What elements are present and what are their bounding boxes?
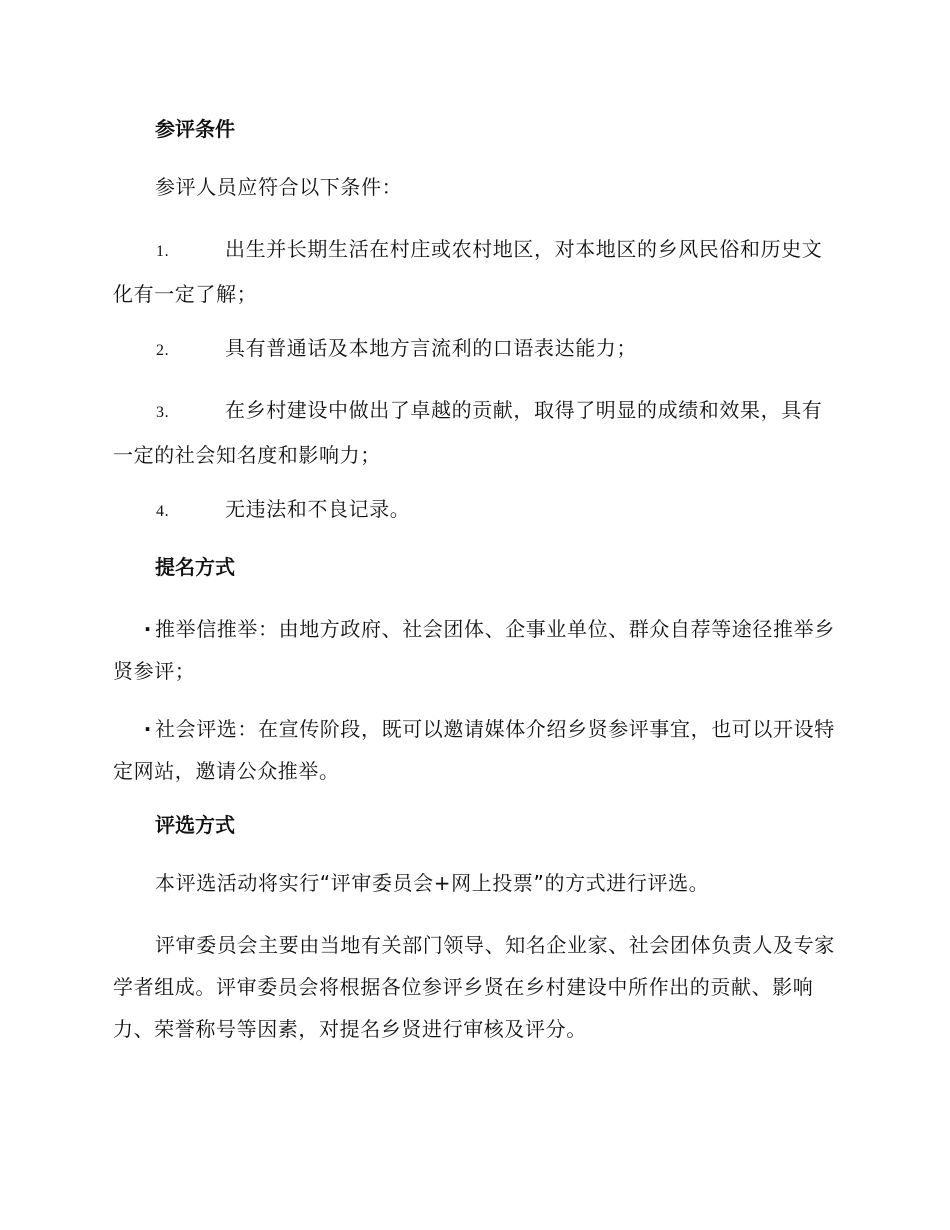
selection-paragraph-2: 评审委员会主要由当地有关部门领导、知名企业家、社会团体负责人及专家学者组成。评审委员会将根据各位参评乡贤在乡村建设中所作出的贡献、影响力、荣誉称号等因素，对提名乡贤进行审核及评分。 (113, 933, 835, 1041)
eligibility-item-4 (113, 492, 837, 526)
document-content (113, 112, 837, 1066)
bullet-item-text: 推举信推举：由地方政府、社会团体、企事业单位、群众自荐等途径推举乡贤参评； (113, 617, 835, 683)
eligibility-item-1 (113, 228, 837, 315)
bullet-item-text: 社会评选：在宣传阶段，既可以邀请媒体介绍乡贤参评事宜，也可以开设特定网站，邀请公众推举。 (113, 717, 835, 783)
list-item-text: 具有普通话及本地方言流利的口语表达能力； (225, 336, 637, 360)
nomination-item-2 (113, 708, 837, 792)
list-number: 1. (156, 243, 170, 260)
bullet-dot-icon: · (143, 717, 152, 741)
list-number: 3. (156, 404, 170, 421)
selection-paragraph-1: 本评选活动将实行“评审委员会+网上投票”的方式进行评选。 (155, 871, 710, 895)
bullet-dot-icon: · (143, 617, 152, 641)
heading-selection: 评选方式 (155, 813, 235, 837)
eligibility-intro: 参评人员应符合以下条件： (155, 175, 403, 199)
nomination-item-1 (113, 608, 837, 692)
eligibility-item-3 (113, 389, 837, 476)
heading-eligibility: 参评条件 (155, 117, 235, 141)
list-item-text: 出生并长期生活在村庄或农村地区，对本地区的乡风民俗和历史文化有一定了解； (113, 237, 823, 306)
eligibility-item-2 (113, 331, 837, 365)
list-number: 2. (156, 342, 170, 359)
heading-nomination: 提名方式 (155, 555, 235, 579)
list-item-text: 无违法和不良记录。 (225, 497, 411, 521)
list-number: 4. (156, 503, 170, 520)
list-item-text: 在乡村建设中做出了卓越的贡献，取得了明显的成绩和效果，具有一定的社会知名度和影响力； (113, 398, 823, 467)
